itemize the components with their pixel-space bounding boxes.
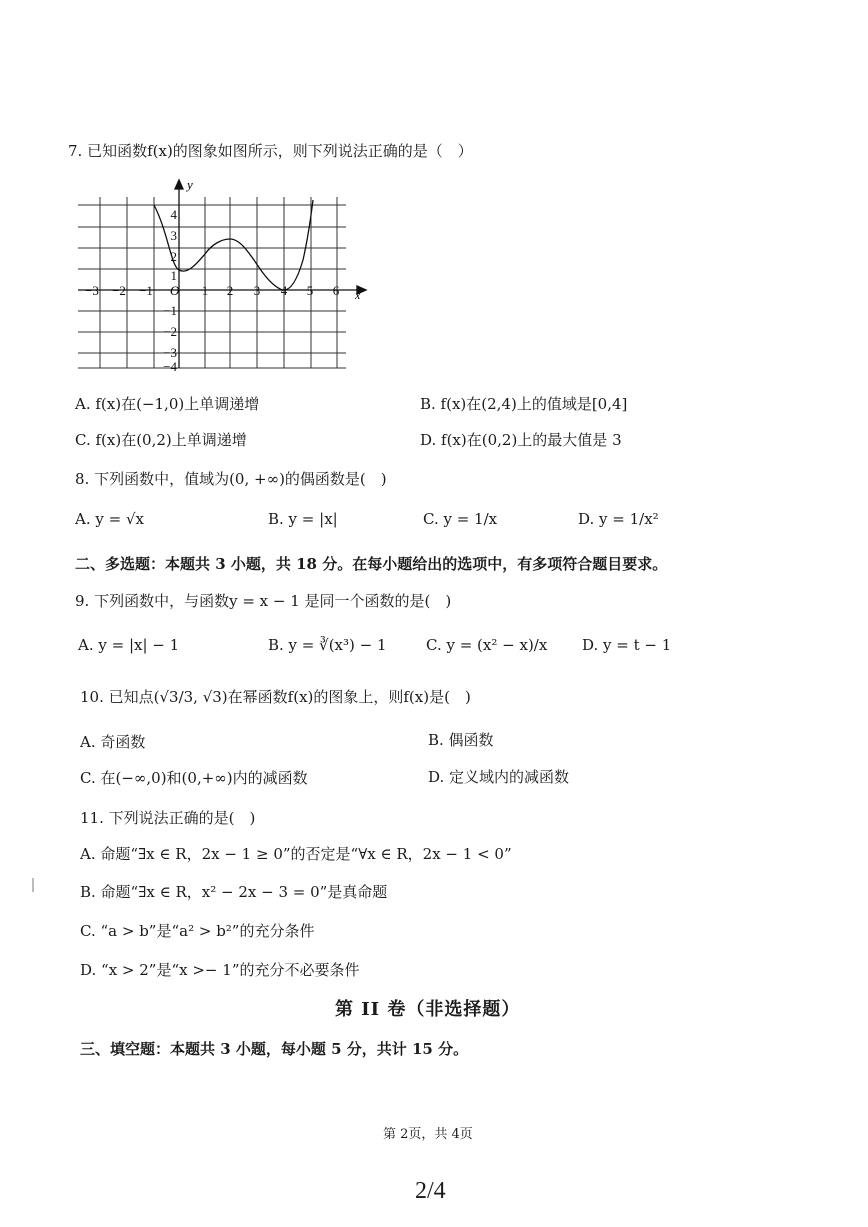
q7-option-d: D. f(x)在(0,2)上的最大值是 3 <box>420 431 622 449</box>
q10-option-c: C. 在(−∞,0)和(0,+∞)内的减函数 <box>80 769 308 787</box>
q11-option-a: A. 命题“∃x ∈ R，2x − 1 ≥ 0”的否定是“∀x ∈ R，2x − 1 < 0” <box>80 845 512 863</box>
q7-option-c: C. f(x)在(0,2)上单调递增 <box>75 431 247 449</box>
svg-text:−3: −3 <box>163 345 177 360</box>
svg-text:4: 4 <box>170 207 177 222</box>
q11-option-b: B. 命题“∃x ∈ R，x² − 2x − 3 = 0”是真命题 <box>80 883 388 901</box>
svg-text:2: 2 <box>170 249 177 264</box>
y-axis-label: y <box>187 177 193 192</box>
svg-text:−3: −3 <box>85 283 99 298</box>
q9-option-a: A. y = |x| − 1 <box>78 636 180 654</box>
q11-option-c: C. “a > b”是“a² > b²”的充分条件 <box>80 922 315 940</box>
section-2-heading: 二、多选题：本题共 3 小题，共 18 分。在每小题给出的选项中，有多项符合题目要求。 <box>75 555 668 573</box>
q9-option-d: D. y = t − 1 <box>582 636 672 654</box>
q10-option-d: D. 定义域内的减函数 <box>428 768 570 786</box>
svg-text:−1: −1 <box>139 283 153 298</box>
q9-option-c: C. y = (x² − x)/x <box>426 636 548 654</box>
svg-text:1: 1 <box>170 268 177 283</box>
function-curve <box>154 200 313 290</box>
q8-option-b: B. y = |x| <box>268 510 338 528</box>
page-number: 2/4 <box>415 1178 446 1204</box>
section-3-heading: 三、填空题：本题共 3 小题，每小题 5 分，共计 15 分。 <box>80 1040 469 1058</box>
origin-label: O <box>170 283 180 298</box>
q8-option-c: C. y = 1/x <box>423 510 498 528</box>
svg-text:2: 2 <box>226 283 234 298</box>
svg-text:−1: −1 <box>163 303 177 318</box>
svg-text:3: 3 <box>170 228 177 243</box>
q9-stem: 9. 下列函数中，与函数y = x − 1 是同一个函数的是( ) <box>75 592 452 610</box>
page-footer: 第 2页，共 4页 <box>383 1127 473 1142</box>
svg-text:5: 5 <box>306 283 314 298</box>
q7-function-graph <box>70 172 375 372</box>
q11-stem: 11. 下列说法正确的是( ) <box>80 809 256 827</box>
q8-option-a: A. y = √x <box>75 510 144 528</box>
graph-axes <box>78 180 366 368</box>
q10-stem: 10. 已知点(√3/3, √3)在幂函数f(x)的图象上，则f(x)是( ) <box>80 688 471 706</box>
svg-text:4: 4 <box>280 283 288 298</box>
q7-stem: 7. 已知函数f(x)的图象如图所示，则下列说法正确的是（ ） <box>68 142 473 160</box>
svg-text:1: 1 <box>201 283 209 298</box>
svg-text:6: 6 <box>332 283 340 298</box>
svg-text:3: 3 <box>253 283 261 298</box>
svg-text:−4: −4 <box>163 359 177 372</box>
svg-text:−2: −2 <box>112 283 126 298</box>
q11-option-d: D. “x > 2”是“x >− 1”的充分不必要条件 <box>80 961 360 979</box>
scan-mark <box>32 878 34 892</box>
q10-option-b: B. 偶函数 <box>428 731 494 749</box>
x-axis-label: x <box>355 288 361 302</box>
q8-stem: 8. 下列函数中，值域为(0, +∞)的偶函数是( ) <box>75 470 387 488</box>
q7-option-b: B. f(x)在(2,4)上的值域是[0,4] <box>420 395 628 413</box>
q7-option-a: A. f(x)在(−1,0)上单调递增 <box>75 395 260 413</box>
part-2-title: 第 II 卷（非选择题） <box>335 999 521 1020</box>
q10-option-a: A. 奇函数 <box>80 733 146 751</box>
q9-option-b: B. y = ∛(x³) − 1 <box>268 636 387 654</box>
q8-option-d: D. y = 1/x² <box>578 510 659 528</box>
svg-text:−2: −2 <box>163 324 177 339</box>
